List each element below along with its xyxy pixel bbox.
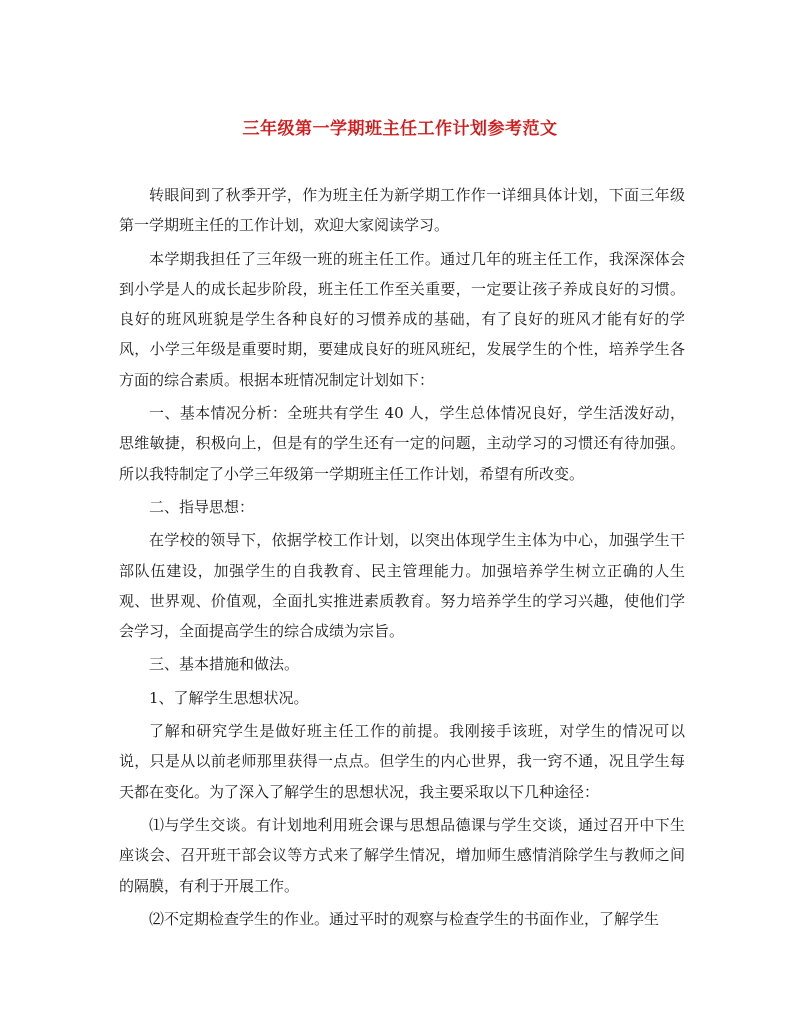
paragraph-intro: 转眼间到了秋季开学，作为班主任为新学期工作作一详细具体计划，下面三年级第一学期班主任的工作计划，欢迎大家阅读学习。 [119, 186, 685, 235]
heading-subsection-1: 1、了解学生思想状况。 [149, 688, 309, 707]
list-item-talk-with-students: ⑴与学生交谈。有计划地利用班会课与思想品德课与学生交谈，通过召开中下生座谈会、召开班干部会议等方式来了解学生情况，增加师生感情消除学生与教师之间的隔膜，有利于开展工作。 [119, 815, 685, 895]
paragraph-understanding-students: 了解和研究学生是做好班主任工作的前提。我刚接手该班，对学生的情况可以说，只是从以前老师那里获得一点点。但学生的内心世界，我一窍不通，况且学生每天都在变化。为了深入了解学生的思想状况，我主要采取以下几种途径： [119, 722, 685, 801]
paragraph-background: 本学期我担任了三年级一班的班主任工作。通过几年的班主任工作，我深深体会到小学是人的成长起步阶段，班主任工作至关重要，一定要让孩子养成良好的习惯。良好的班风班貌是学生各种良好的习惯养成的基础，有了良好的班风才能有好的学风，小学三年级是重要时期，要建成良好的班风班纪，发展学生的个性，培养学生各方面的综合素质。根据本班情况制定计划如下： [119, 249, 685, 389]
heading-section-3: 三、基本措施和做法。 [149, 655, 300, 674]
document-body [119, 180, 685, 937]
paragraph-guiding-principle: 在学校的领导下，依据学校工作计划，以突出体现学生主体为中心，加强学生干部队伍建设，加强学生的自我教育、民主管理能力。加强培养学生树立正确的人生观、世界观、价值观，全面扎实推进素质教育。努力培养学生的学习兴趣，使他们学会学习，全面提高学生的综合成绩为宗旨。 [119, 531, 685, 641]
list-item-check-homework: ⑵不定期检查学生的作业。通过平时的观察与检查学生的书面作业，了解学生 [149, 909, 660, 928]
heading-section-2: 二、指导思想： [149, 497, 255, 516]
paragraph-section-1: 一、基本情况分析：全班共有学生 40 人，学生总体情况良好，学生活泼好动，思维敏捷，积极向上，但是有的学生还有一定的问题，主动学习的习惯还有待加强。所以我特制定了小学三年级第一学期班主任工作计划，希望有所改变。 [119, 404, 685, 483]
document-title: 三年级第一学期班主任工作计划参考范文 [242, 119, 558, 139]
